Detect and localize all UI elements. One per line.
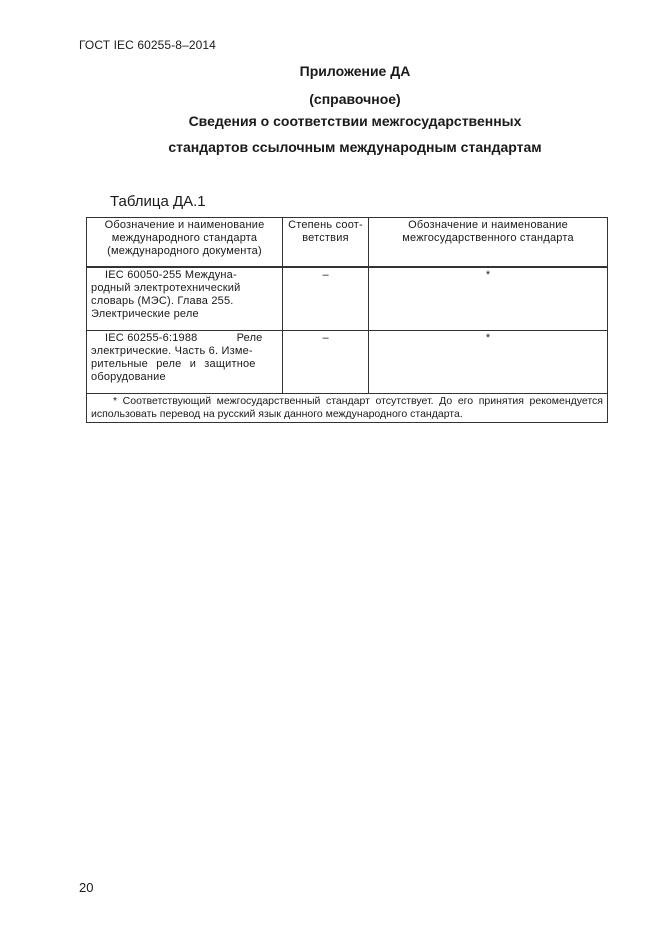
table-footnote: * Соответствующий межгосударственный стандарт отсутствует. До его принятия рекомендуется использовать перевод на русский язык данного международного стандарта. xyxy=(87,394,608,423)
table-header-row xyxy=(87,218,608,268)
table-row xyxy=(87,267,608,331)
column-header-international: Обозначение и наименование международного стандарта (международного документа) xyxy=(87,218,283,268)
column-header-conformity: Степень соот- ветствия xyxy=(283,218,369,268)
table-row xyxy=(87,331,608,394)
international-standard-cell: IEC 60050-255 Междуна- родный электротехнический словарь (МЭС). Глава 255. Электрические реле xyxy=(87,267,283,331)
appendix-title: Приложение ДА xyxy=(299,63,411,79)
standards-table xyxy=(86,217,608,423)
conformity-cell: – xyxy=(283,267,369,331)
table-caption: Таблица ДА.1 xyxy=(110,193,206,210)
appendix-heading-line-1: Сведения о соответствии межгосударственных xyxy=(188,113,522,129)
table-footnote-row xyxy=(87,394,608,423)
appendix-heading-line-2: стандартов ссылочным международным стандартам xyxy=(168,139,542,155)
appendix-type: (справочное) xyxy=(309,91,401,107)
conformity-cell: – xyxy=(283,331,369,394)
international-standard-cell: IEC 60255-6:1988 Реле электрические. Часть 6. Изме- рительные реле и защитное оборудование xyxy=(87,331,283,394)
page-number: 20 xyxy=(79,880,94,895)
interstate-standard-cell: * xyxy=(369,267,608,331)
interstate-standard-cell: * xyxy=(369,331,608,394)
document-id: ГОСТ IEC 60255-8–2014 xyxy=(79,38,216,52)
column-header-interstate: Обозначение и наименование межгосударственного стандарта xyxy=(369,218,608,268)
